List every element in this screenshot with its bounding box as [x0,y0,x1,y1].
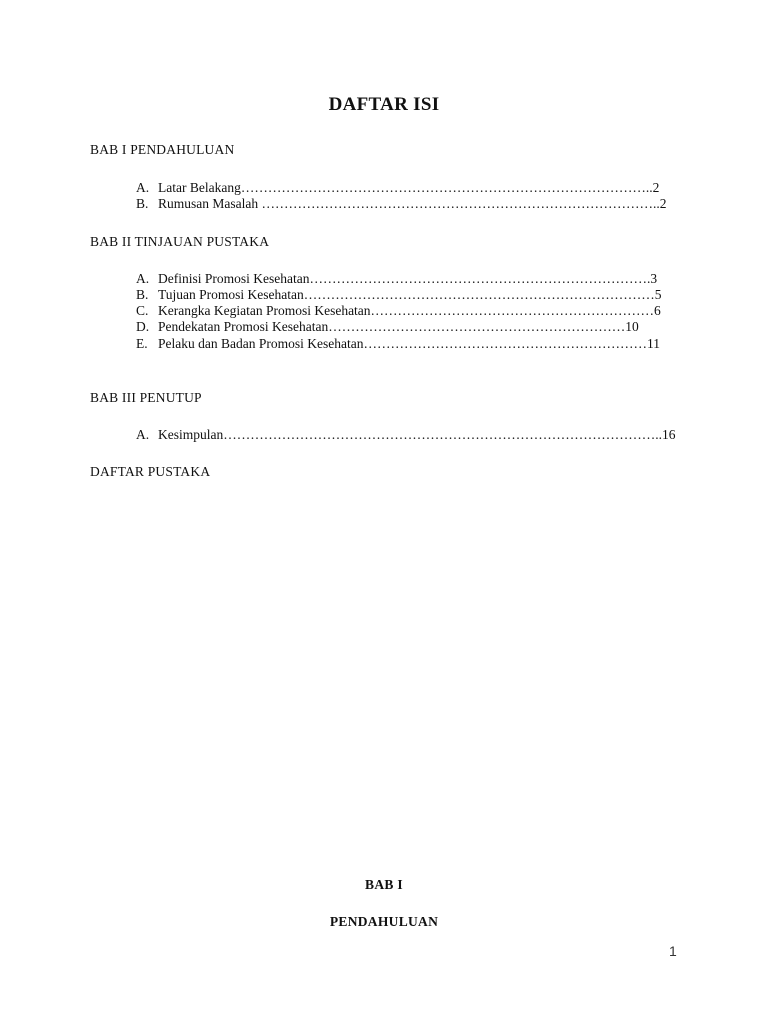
section-heading-daftar-pustaka: DAFTAR PUSTAKA [90,464,211,479]
toc-entry-text: Rumusan Masalah ……………………………………………………………………………..2 [158,196,667,211]
toc-entry-letter: A. [136,180,150,195]
toc-entry[interactable] [136,196,676,212]
page-title: DAFTAR ISI [328,94,440,115]
toc-entry-letter: C. [136,303,149,318]
section-heading-bab-ii: BAB II TINJAUAN PUSTAKA [90,234,270,249]
toc-entry-letter: A. [136,271,150,286]
toc-entry[interactable] [136,336,676,352]
toc-entry-text: Tujuan Promosi Kesehatan……………………………………………………………………5 [158,287,662,302]
toc-entry[interactable] [136,271,678,287]
toc-entry-text: Kerangka Kegiatan Promosi Kesehatan………………………………………………………6 [158,303,661,318]
toc-entry-letter: E. [136,336,148,351]
toc-entry-letter: B. [136,196,149,211]
toc-entry-letter: A. [136,427,150,442]
toc-entry[interactable] [136,180,676,196]
toc-entry-text: Kesimpulan……………………………………………………………………………………..16 [158,427,676,442]
chapter-title: PENDAHULUAN [329,914,439,929]
toc-entry-text: Pelaku dan Badan Promosi Kesehatan………………………………………………………11 [158,336,660,351]
toc-entry-text: Latar Belakang………………………………………………………………………………..2 [158,180,660,195]
toc-entry[interactable] [136,303,678,319]
chapter-number: BAB I [365,877,403,892]
toc-entry-letter: D. [136,319,150,334]
toc-entry[interactable] [136,319,679,335]
page-number: 1 [669,943,677,959]
toc-entry[interactable] [136,287,676,303]
toc-entry-text: Definisi Promosi Kesehatan………………………………………………………………….3 [158,271,658,286]
toc-entry[interactable] [136,427,677,443]
toc-entry-letter: B. [136,287,149,302]
section-heading-bab-iii: BAB III PENUTUP [90,390,202,405]
section-heading-bab-i: BAB I PENDAHULUAN [90,142,235,157]
toc-entry-text: Pendekatan Promosi Kesehatan…………………………………………………………10 [158,319,639,334]
